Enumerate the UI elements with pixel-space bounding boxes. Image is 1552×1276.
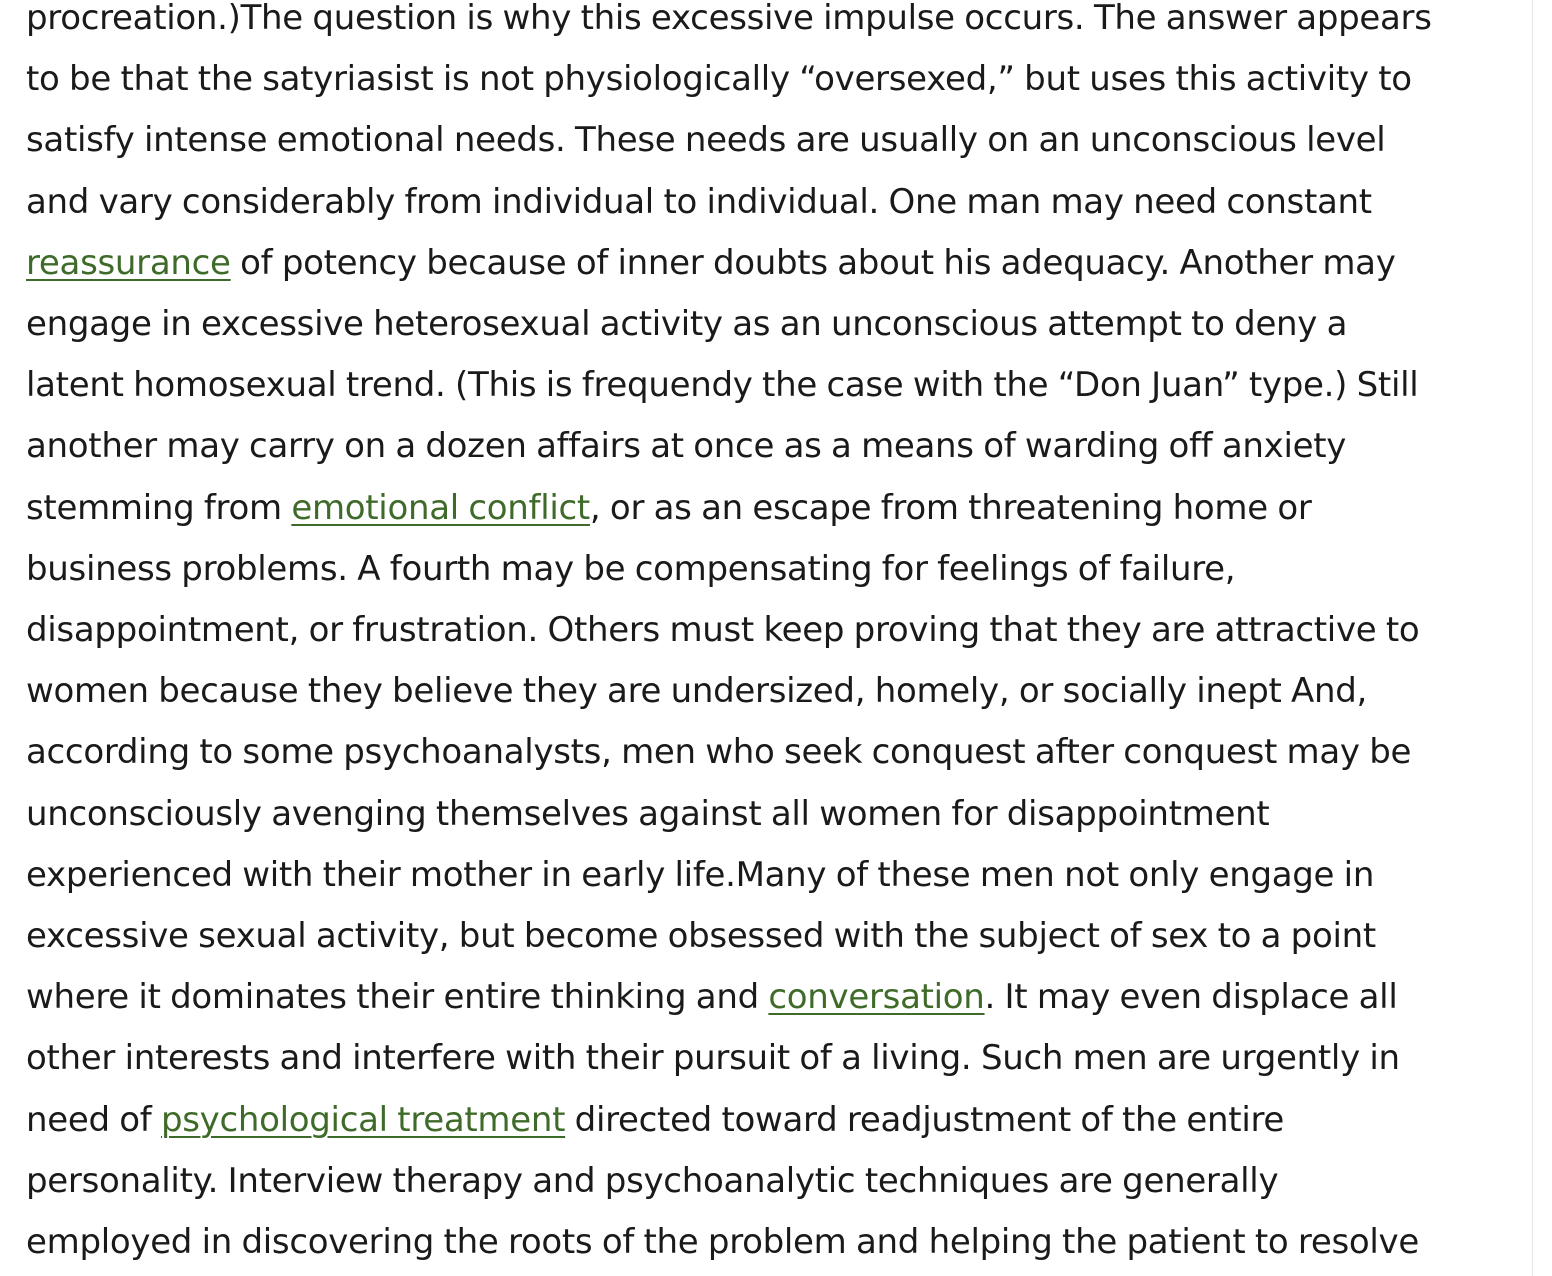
- text-line: according to some psychoanalysts, men who seek conquest after conquest may be: [26, 732, 1412, 773]
- text-line: engage in excessive heterosexual activity as an unconscious attempt to deny a: [26, 304, 1348, 345]
- text-line: women because they believe they are undersized, homely, or socially inept And,: [26, 671, 1368, 712]
- text-line: employed in discovering the roots of the problem and helping the patient to resolve: [26, 1222, 1419, 1263]
- text-line: experienced with their mother in early life.Many of these men not only engage in: [26, 854, 1375, 895]
- text-line: where it dominates their entire thinking and conversation. It may even displace all: [26, 977, 1398, 1018]
- article-paragraph: [26, 0, 1476, 1273]
- link-reassurance[interactable]: reassurance: [26, 242, 231, 283]
- text-line: personality. Interview therapy and psychoanalytic techniques are generally: [26, 1160, 1279, 1201]
- text-line: reassurance of potency because of inner doubts about his adequacy. Another may: [26, 242, 1396, 283]
- text-line: stemming from emotional conflict, or as an escape from threatening home or: [26, 487, 1312, 528]
- text-line: disappointment, or frustration. Others must keep proving that they are attractive to: [26, 610, 1420, 651]
- text-line: and vary considerably from individual to individual. One man may need constant: [26, 181, 1372, 222]
- text-line: need of psychological treatment directed toward readjustment of the entire: [26, 1099, 1285, 1140]
- text-line: other interests and interfere with their pursuit of a living. Such men are urgently in: [26, 1038, 1400, 1079]
- link-conversation[interactable]: conversation: [768, 977, 985, 1018]
- text-line: to be that the satyriasist is not physiologically “oversexed,” but uses this activity to: [26, 59, 1412, 100]
- page-edge-divider: [1532, 0, 1533, 1276]
- text-line: another may carry on a dozen affairs at once as a means of warding off anxiety: [26, 426, 1347, 467]
- text-line: business problems. A fourth may be compensating for feelings of failure,: [26, 548, 1236, 589]
- text-line: excessive sexual activity, but become obsessed with the subject of sex to a point: [26, 916, 1376, 957]
- text-line: satisfy intense emotional needs. These needs are usually on an unconscious level: [26, 120, 1386, 161]
- text-line: procreation.)The question is why this excessive impulse occurs. The answer appears: [26, 0, 1432, 38]
- text-line: latent homosexual trend. (This is frequendy the case with the “Don Juan” type.) Still: [26, 365, 1419, 406]
- text-line: unconsciously avenging themselves against all women for disappointment: [26, 793, 1270, 834]
- link-psychological-treatment[interactable]: psychological treatment: [160, 1099, 566, 1140]
- link-emotional-conflict[interactable]: emotional conflict: [291, 487, 590, 528]
